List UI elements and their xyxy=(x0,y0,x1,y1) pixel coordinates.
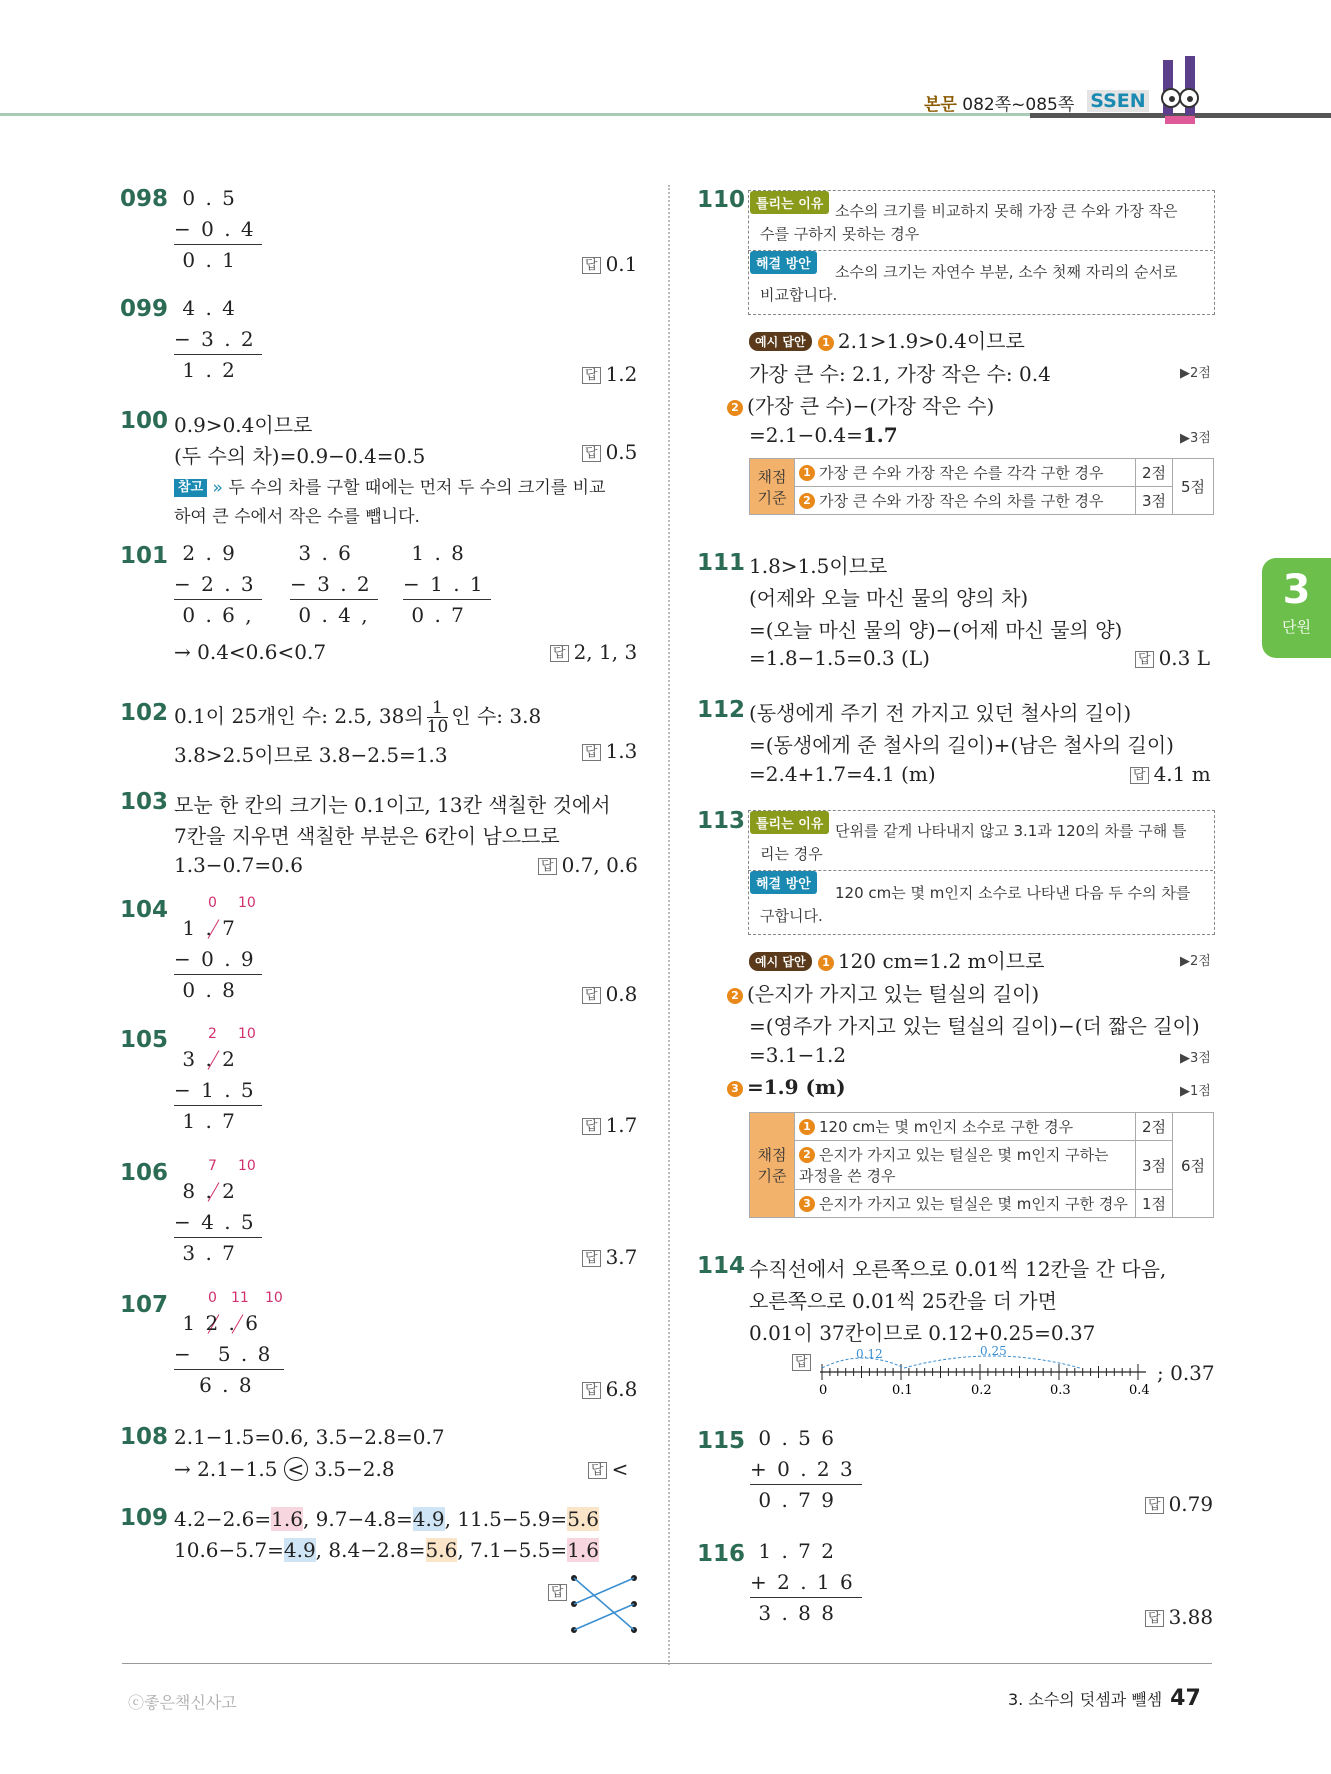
q110-point1: ▶2점 xyxy=(1180,366,1211,381)
q110-crit-label: 채점 기준 xyxy=(750,459,795,515)
q113-why-tag: 틀리는 이유 xyxy=(750,811,829,834)
footer-rule xyxy=(122,1663,1212,1664)
q102-answer: 답 1.3 xyxy=(582,739,637,763)
q113-crit-label: 채점 기준 xyxy=(750,1113,795,1218)
q113-note-divider xyxy=(748,870,1213,871)
q103-line1: 모눈 한 칸의 크기는 0.1이고, 13칸 색칠한 것에서 xyxy=(174,793,611,817)
number-line-label: 0.3 xyxy=(1050,1383,1071,1398)
q113-step2b: =(영주가 가지고 있는 털실의 길이)−(더 짧은 길이) xyxy=(749,1014,1200,1038)
q113-crit-total: 6점 xyxy=(1173,1113,1214,1218)
q103-number: 103 xyxy=(120,789,169,815)
q100-number: 100 xyxy=(120,408,169,434)
q099-answer: 답 1.2 xyxy=(582,362,637,386)
q113-why2: 리는 경우 xyxy=(760,845,823,863)
q110-crit2-points: 3점 xyxy=(1136,487,1173,515)
q113-why1: 단위를 같게 나타내지 않고 3.1과 120의 차를 구해 틀 xyxy=(835,822,1187,840)
q106-answer: 답 3.7 xyxy=(582,1245,637,1269)
q115-row1: 0 . 5 6 xyxy=(750,1426,836,1450)
chapter-tab[interactable] xyxy=(1262,558,1331,658)
q104-carry2: 10 xyxy=(238,895,256,911)
q101-a3: 0 . 6 , xyxy=(174,603,254,627)
q111-number: 111 xyxy=(697,550,746,576)
q113-criteria-table xyxy=(749,1112,1214,1218)
q105-carry2: 10 xyxy=(238,1026,256,1042)
q101-a2: − 2 . 3 xyxy=(174,572,256,596)
q106-carry1: 7 xyxy=(208,1158,217,1174)
q099-number: 099 xyxy=(120,296,169,322)
q113-step2: 2 (은지가 가지고 있는 털실의 길이) xyxy=(727,978,1039,1007)
q109-number: 109 xyxy=(120,1505,169,1531)
q109-line2: 10.6−5.7=4.9, 8.4−2.8=5.6, 7.1−5.5=1.6 xyxy=(174,1538,599,1562)
q112-number: 112 xyxy=(697,697,746,723)
mascot-icon xyxy=(1155,52,1215,132)
q105-answer: 답 1.7 xyxy=(582,1113,637,1137)
q110-point2: ▶3점 xyxy=(1180,431,1211,446)
q110-step2b: =2.1−0.4=1.7 xyxy=(749,423,898,447)
q101-answer: 답 2, 1, 3 xyxy=(550,640,637,664)
q108-line2: → 2.1−1.5 < 3.5−2.8 xyxy=(174,1457,395,1481)
q106-row3: 3 . 7 xyxy=(174,1241,237,1265)
q107-carry1: 0 xyxy=(208,1290,217,1306)
q113-point3: ▶1점 xyxy=(1180,1084,1211,1099)
q110-crit1-points: 2점 xyxy=(1136,459,1173,487)
q104-row3: 0 . 8 xyxy=(174,978,237,1002)
q112-line1: (동생에게 주기 전 가지고 있던 철사의 길이) xyxy=(749,701,1132,725)
q106-row2: − 4 . 5 xyxy=(174,1210,256,1234)
q115-row3: 0 . 7 9 xyxy=(750,1488,836,1512)
q111-answer: 답 0.3 L xyxy=(1135,646,1210,670)
q116-number: 116 xyxy=(697,1541,746,1567)
q113-point2: ▶3점 xyxy=(1180,1051,1211,1066)
q105-row2: − 1 . 5 xyxy=(174,1078,256,1102)
q103-line3: 1.3−0.7=0.6 xyxy=(174,853,303,877)
q104-answer: 답 0.8 xyxy=(582,982,637,1006)
q116-row2: + 2 . 1 6 xyxy=(750,1570,855,1594)
q114-arc1-label: 0.12 xyxy=(856,1347,883,1361)
q113-sol2: 구합니다. xyxy=(760,907,823,925)
q111-line2: (어제와 오늘 마신 물의 양의 차) xyxy=(749,586,1029,610)
q109-match-lines xyxy=(568,1570,640,1640)
q110-number: 110 xyxy=(697,187,746,213)
q110-step1b: 가장 큰 수: 2.1, 가장 작은 수: 0.4 xyxy=(749,362,1051,386)
q110-criteria-table xyxy=(749,458,1214,515)
q098-number: 098 xyxy=(120,186,169,212)
q110-sol1: 소수의 크기는 자연수 부분, 소수 첫째 자리의 순서로 xyxy=(835,263,1178,281)
q114-answer-label: 답 xyxy=(792,1349,816,1373)
q110-note-divider xyxy=(748,250,1213,251)
q105-number: 105 xyxy=(120,1027,169,1053)
q113-crit2-points: 3점 xyxy=(1136,1141,1173,1190)
q110-step2: 2 (가장 큰 수)−(가장 작은 수) xyxy=(727,390,994,419)
q101-c3: 0 . 7 xyxy=(403,603,466,627)
q107-carry3: 10 xyxy=(265,1290,283,1306)
q113-crit1: 1 120 cm는 몇 m인지 소수로 구한 경우 xyxy=(795,1113,1136,1141)
q110-step1: 예시 답안 1 2.1>1.9>0.4이므로 xyxy=(749,325,1025,354)
q113-crit2: 2 은지가 가지고 있는 털실은 몇 m인지 구하는 과정을 쓴 경우 xyxy=(795,1141,1136,1190)
q098-row1: 0 . 5 xyxy=(174,186,237,210)
q113-crit3: 3 은지가 가지고 있는 털실은 몇 m인지 구한 경우 xyxy=(795,1190,1136,1218)
q108-number: 108 xyxy=(120,1424,169,1450)
q107-carry2: 11 xyxy=(231,1290,249,1306)
q114-line2: 오른쪽으로 0.01씩 25칸을 더 가면 xyxy=(749,1289,1057,1313)
number-line-label: 0.2 xyxy=(971,1383,992,1398)
q100-answer: 답 0.5 xyxy=(582,440,637,464)
q108-answer: 답 < xyxy=(588,1457,628,1481)
q112-answer: 답 4.1 m xyxy=(1130,762,1211,786)
q099-row1: 4 . 4 xyxy=(174,296,237,320)
q110-why-tag: 틀리는 이유 xyxy=(750,191,829,214)
q110-why1: 소수의 크기를 비교하지 못해 가장 큰 수와 가장 작은 xyxy=(835,202,1178,220)
q115-answer: 답 0.79 xyxy=(1145,1492,1213,1516)
q107-row2: − 5 . 8 xyxy=(174,1342,273,1366)
q114-line3: 0.01이 37칸이므로 0.12+0.25=0.37 xyxy=(749,1321,1096,1345)
q110-sol2: 비교합니다. xyxy=(760,286,838,304)
q104-row1: 1 . 7 xyxy=(174,916,237,940)
q104-row2: − 0 . 9 xyxy=(174,947,256,971)
q102-number: 102 xyxy=(120,700,169,726)
page-number: 47 xyxy=(1170,1686,1201,1711)
q109-line1: 4.2−2.6=1.6, 9.7−4.8=4.9, 11.5−5.9=5.6 xyxy=(174,1507,599,1531)
q106-carry2: 10 xyxy=(238,1158,256,1174)
q098-row2: − 0 . 4 xyxy=(174,217,256,241)
q104-number: 104 xyxy=(120,897,169,923)
q101-number: 101 xyxy=(120,543,169,569)
q115-number: 115 xyxy=(697,1428,746,1454)
q103-line2: 7칸을 지우면 색칠한 부분은 6칸이 남으므로 xyxy=(174,824,560,848)
page-range: 본문 082쪽~085쪽 xyxy=(924,95,1075,115)
q105-row1: 3 . 2 xyxy=(174,1047,237,1071)
q111-line4: =1.8−1.5=0.3 (L) xyxy=(749,646,930,670)
q101-c2: − 1 . 1 xyxy=(403,572,485,596)
q100-tip-cont: 하여 큰 수에서 작은 수를 뺍니다. xyxy=(174,507,420,527)
q106-number: 106 xyxy=(120,1160,169,1186)
q114-line1: 수직선에서 오른쪽으로 0.01씩 12칸을 간 다음, xyxy=(749,1257,1167,1281)
q110-crit2: 2 가장 큰 수와 가장 작은 수의 차를 구한 경우 xyxy=(795,487,1136,515)
q108-line1: 2.1−1.5=0.6, 3.5−2.8=0.7 xyxy=(174,1425,445,1449)
q103-answer: 답 0.7, 0.6 xyxy=(538,853,638,877)
q110-crit1: 1 가장 큰 수와 가장 작은 수를 각각 구한 경우 xyxy=(795,459,1136,487)
q101-b2: − 3 . 2 xyxy=(290,572,372,596)
q099-row2: − 3 . 2 xyxy=(174,327,256,351)
chapter-tab-label: 단원 xyxy=(1282,618,1311,636)
q101-c1: 1 . 8 xyxy=(403,541,466,565)
q101-b3: 0 . 4 , xyxy=(290,603,370,627)
q101-a1: 2 . 9 xyxy=(174,541,237,565)
q113-crit1-points: 2점 xyxy=(1136,1113,1173,1141)
q100-line1: 0.9>0.4이므로 xyxy=(174,413,313,437)
q112-line2: =(동생에게 준 철사의 길이)+(남은 철사의 길이) xyxy=(749,733,1174,757)
column-divider xyxy=(668,185,670,1665)
q102-line1: 0.1이 25개인 수: 2.5, 38의 $\frac{1}{10}$ 인 수: 3.8 xyxy=(174,698,542,737)
tip-badge: 참고 xyxy=(174,479,207,497)
q113-step2c: =3.1−1.2 xyxy=(749,1043,847,1067)
q114-arc2-label: 0.25 xyxy=(980,1344,1007,1358)
brand-logo: SSEN xyxy=(1087,90,1149,112)
q114-number-line xyxy=(812,1340,1152,1400)
number-line-label: 0 xyxy=(819,1383,828,1398)
q107-row1: 1 2 . 6 xyxy=(174,1311,260,1335)
q107-row3: 6 . 8 xyxy=(174,1373,254,1397)
q110-why2: 수를 구하지 못하는 경우 xyxy=(760,225,920,243)
q099-row3: 1 . 2 xyxy=(174,358,237,382)
q110-sol-tag: 해결 방안 xyxy=(750,251,817,274)
footer-chapter: 3. 소수의 덧셈과 뺄셈 47 xyxy=(1008,1686,1201,1711)
q101-order: → 0.4<0.6<0.7 xyxy=(174,640,327,664)
q107-answer: 답 6.8 xyxy=(582,1377,637,1401)
q104-carry1: 0 xyxy=(208,895,217,911)
q116-row3: 3 . 8 8 xyxy=(750,1601,836,1625)
q110-crit-total: 5점 xyxy=(1173,459,1214,515)
q113-number: 113 xyxy=(697,808,746,834)
q105-carry1: 2 xyxy=(208,1026,217,1042)
q115-row2: + 0 . 2 3 xyxy=(750,1457,855,1481)
chapter-tab-number: 3 xyxy=(1282,567,1311,613)
footer-copyright: ⓒ좋은책신사고 xyxy=(128,1693,237,1712)
q113-point1: ▶2점 xyxy=(1180,954,1211,969)
q114-number: 114 xyxy=(697,1253,746,1279)
q112-line3: =2.4+1.7=4.1 (m) xyxy=(749,762,936,786)
q101-b1: 3 . 6 xyxy=(290,541,353,565)
q113-step1: 예시 답안 1 120 cm=1.2 m이므로 xyxy=(749,945,1044,974)
q113-crit3-points: 1점 xyxy=(1136,1190,1173,1218)
q100-tip: 참고 » 두 수의 차를 구할 때에는 먼저 두 수의 크기를 비교 xyxy=(174,473,605,498)
q109-answer-label: 답 xyxy=(548,1579,572,1603)
q113-sol-tag: 해결 방안 xyxy=(750,871,817,894)
q102-line2: 3.8>2.5이므로 3.8−2.5=1.3 xyxy=(174,743,448,767)
q098-row3: 0 . 1 xyxy=(174,248,237,272)
q114-answer: ; 0.37 xyxy=(1157,1361,1215,1385)
q098-answer: 답 0.1 xyxy=(582,252,637,276)
q111-line1: 1.8>1.5이므로 xyxy=(749,554,888,578)
q113-step3: 3 =1.9 (m) xyxy=(727,1075,846,1099)
q100-line2: (두 수의 차)=0.9−0.4=0.5 xyxy=(174,444,426,468)
q116-row1: 1 . 7 2 xyxy=(750,1539,836,1563)
number-line-label: 0.4 xyxy=(1129,1383,1150,1398)
q106-row1: 8 . 2 xyxy=(174,1179,237,1203)
number-line-label: 0.1 xyxy=(892,1383,913,1398)
q107-number: 107 xyxy=(120,1292,169,1318)
q105-row3: 1 . 7 xyxy=(174,1109,237,1133)
q113-sol1: 120 cm는 몇 m인지 소수로 나타낸 다음 두 수의 차를 xyxy=(835,884,1191,902)
q116-answer: 답 3.88 xyxy=(1145,1605,1213,1629)
q111-line3: =(오늘 마신 물의 양)−(어제 마신 물의 양) xyxy=(749,618,1123,642)
